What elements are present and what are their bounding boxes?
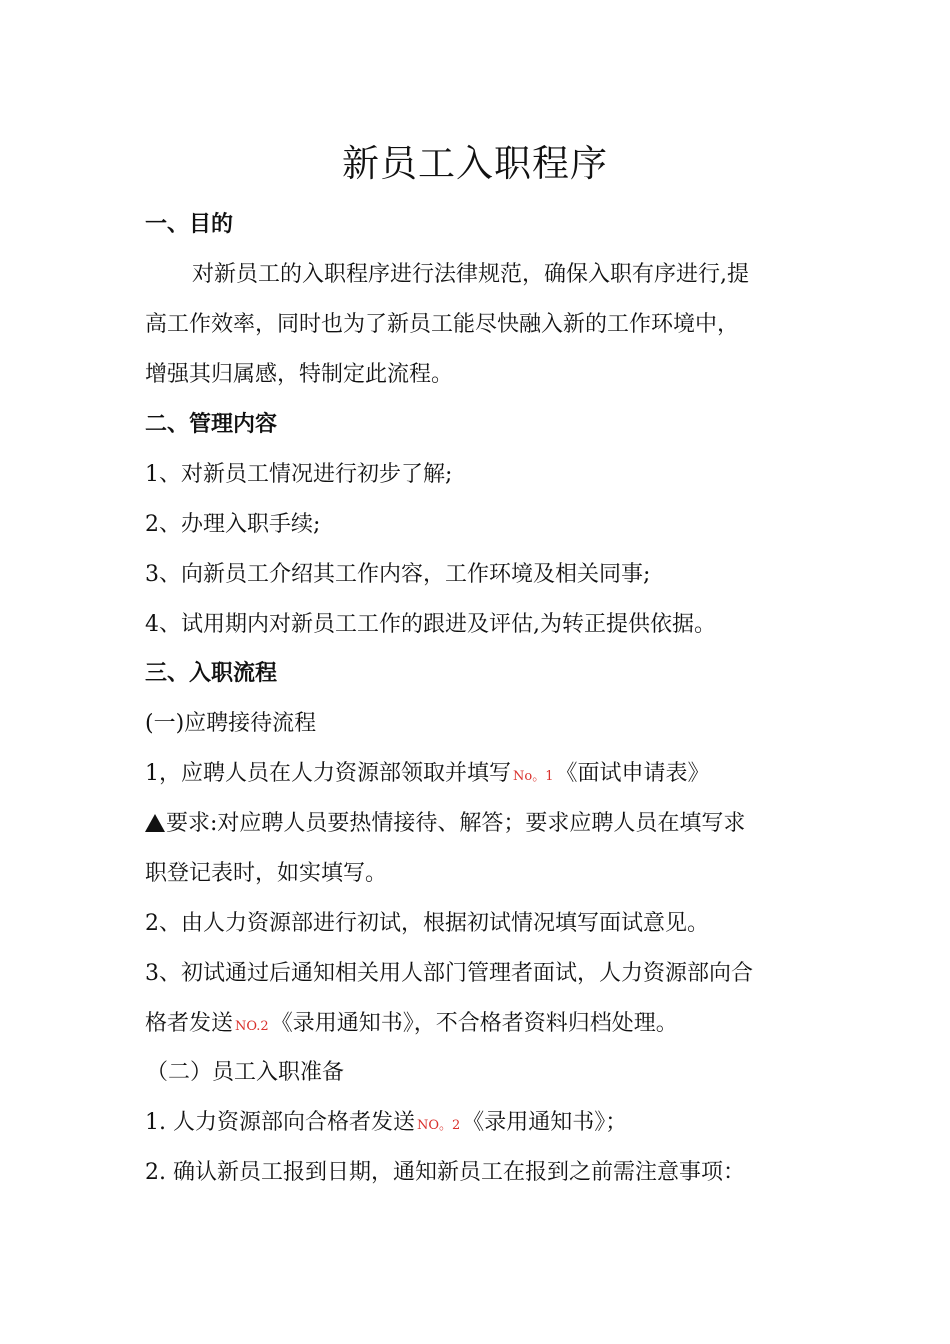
reception-step-3-line-1: 3、初试通过后通知相关用人部门管理者面试，人力资源部向合: [145, 961, 753, 986]
section-heading-purpose: 一、目的: [145, 212, 234, 237]
page-title: 新员工入职程序: [342, 142, 608, 185]
form-number-note: No。1: [513, 769, 554, 784]
reception-step-1-form: 《面试申请表》: [555, 761, 710, 786]
reception-step-2: 2、由人力资源部进行初试，根据初试情况填写面试意见。: [145, 911, 709, 936]
onboarding-step-2: 2. 确认新员工报到日期，通知新员工在报到之前需注意事项：: [145, 1160, 745, 1185]
reception-step-3-text: 格者发送: [145, 1011, 234, 1036]
requirement-line-1: [145, 804, 815, 844]
purpose-paragraph-line-3: 增强其归属感，特制定此流程。: [145, 362, 454, 387]
section-heading-process: 三、入职流程: [145, 661, 278, 686]
onboarding-step-1: [145, 1103, 815, 1143]
purpose-paragraph-line-2: 高工作效率，同时也为了新员工能尽快融入新的工作环境中，: [145, 312, 740, 337]
management-item-2: 2、办理入职手续;: [145, 512, 321, 537]
onboarding-step-1-text: 1. 人力资源部向合格者发送: [145, 1110, 415, 1135]
black-triangle-icon: [145, 814, 165, 832]
reception-step-1: [145, 754, 815, 794]
onboarding-step-1-form: 《录用通知书》；: [462, 1110, 628, 1135]
purpose-paragraph-line-1: 对新员工的入职程序进行法律规范，确保入职有序进行,提: [192, 262, 749, 287]
requirement-text-1: 要求:对应聘人员要热情接待、解答；要求应聘人员在填写求: [166, 811, 746, 836]
form-number-note: NO。2: [416, 1118, 461, 1133]
subsection-reception: (一)应聘接待流程: [145, 711, 317, 736]
reception-step-3-line-2: [145, 1004, 815, 1044]
management-item-1: 1、对新员工情况进行初步了解;: [145, 462, 453, 487]
reception-step-1-text: 1，应聘人员在人力资源部领取并填写: [145, 761, 511, 786]
requirement-line-2: 职登记表时，如实填写。: [145, 861, 388, 886]
form-number-note: NO.2: [235, 1019, 269, 1034]
management-item-3: 3、向新员工介绍其工作内容，工作环境及相关同事;: [145, 562, 651, 587]
management-item-4: 4、试用期内对新员工工作的跟进及评估,为转正提供依据。: [145, 612, 716, 637]
subsection-onboarding-prep: （二）员工入职准备: [146, 1060, 345, 1085]
section-heading-management: 二、管理内容: [145, 412, 278, 437]
reception-step-3-form: 《录用通知书》，不合格者资料归档处理。: [270, 1011, 678, 1036]
